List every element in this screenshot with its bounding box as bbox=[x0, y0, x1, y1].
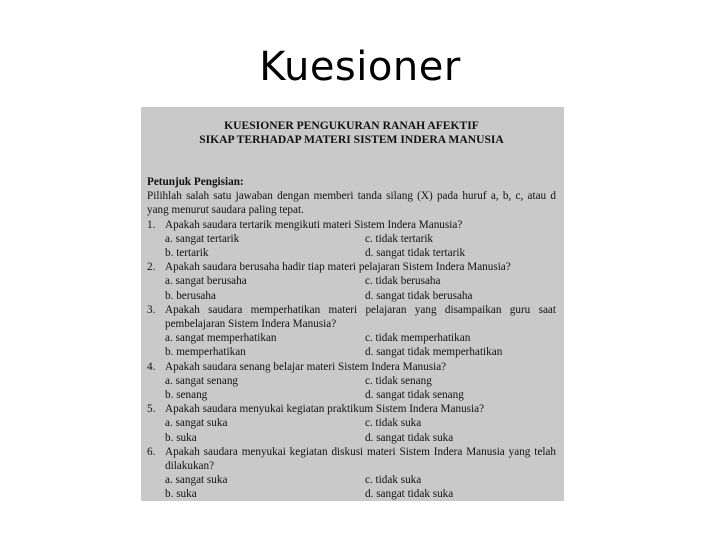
question-number: 6. bbox=[147, 445, 156, 458]
option-c: c. tidak memperhatikan bbox=[365, 332, 471, 345]
option-c: c. tidak suka bbox=[365, 474, 422, 487]
heading-line-2: SIKAP TERHADAP MATERI SISTEM INDERA MANUSIA bbox=[199, 133, 504, 146]
question-text: Apakah saudara menyukai kegiatan praktikum Sistem Indera Manusia? bbox=[165, 403, 485, 416]
option-d: d. sangat tidak memperhatikan bbox=[365, 346, 503, 359]
question-text: Apakah saudara menyukai kegiatan diskusi materi Sistem Indera Manusia yang telah dilakukan? bbox=[165, 445, 556, 473]
option-a: a. sangat tertarik bbox=[165, 232, 240, 245]
option-b: b. tertarik bbox=[165, 247, 209, 260]
question-number: 3. bbox=[147, 303, 156, 316]
question-text: Apakah saudara memperhatikan materi pelajaran yang disampaikan guru saat pembelajaran Sistem Indera Manusia? bbox=[165, 303, 556, 331]
question-number: 2. bbox=[147, 261, 156, 274]
question-item bbox=[147, 260, 556, 303]
option-b: b. memperhatikan bbox=[165, 346, 246, 359]
option-c: c. tidak senang bbox=[365, 374, 432, 387]
question-text: Apakah saudara berusaha hadir tiap materi pelajaran Sistem Indera Manusia? bbox=[165, 261, 511, 274]
question-item bbox=[147, 218, 556, 261]
option-a: a. sangat suka bbox=[165, 474, 228, 487]
question-number: 5. bbox=[147, 403, 156, 416]
option-a: a. sangat suka bbox=[165, 417, 228, 430]
question-number: 1. bbox=[147, 218, 156, 231]
option-d: d. sangat tidak tertarik bbox=[365, 247, 466, 260]
option-a: a. sangat berusaha bbox=[165, 275, 247, 288]
option-b: b. berusaha bbox=[165, 289, 216, 302]
question-number: 4. bbox=[147, 360, 156, 373]
questionnaire-scan bbox=[141, 107, 564, 501]
option-c: c. tidak berusaha bbox=[365, 275, 441, 288]
heading-line-1: KUESIONER PENGUKURAN RANAH AFEKTIF bbox=[224, 119, 479, 132]
question-text: Apakah saudara tertarik mengikuti materi Sistem Indera Manusia? bbox=[165, 218, 463, 231]
option-a: a. sangat senang bbox=[165, 374, 239, 387]
option-b: b. suka bbox=[165, 431, 197, 444]
option-d: d. sangat tidak senang bbox=[365, 389, 464, 402]
question-item bbox=[147, 303, 556, 360]
option-c: c. tidak tertarik bbox=[365, 232, 434, 245]
option-d: d. sangat tidak suka bbox=[365, 488, 454, 501]
option-b: b. senang bbox=[165, 389, 208, 402]
question-item bbox=[147, 360, 556, 403]
option-b: b. suka bbox=[165, 488, 197, 501]
question-text: Apakah saudara senang belajar materi Sistem Indera Manusia? bbox=[165, 360, 447, 373]
instructions-title: Petunjuk Pengisian: bbox=[147, 176, 244, 188]
question-item bbox=[147, 445, 556, 501]
option-a: a. sangat memperhatikan bbox=[165, 332, 277, 345]
option-d: d. sangat tidak suka bbox=[365, 431, 454, 444]
slide-title: Kuesioner bbox=[259, 44, 461, 90]
option-c: c. tidak suka bbox=[365, 417, 422, 430]
question-item bbox=[147, 402, 556, 445]
document-heading bbox=[147, 119, 556, 147]
question-list bbox=[147, 218, 556, 501]
option-d: d. sangat tidak berusaha bbox=[365, 289, 473, 302]
instructions-text: Pilihlah salah satu jawaban dengan memberi tanda silang (X) pada huruf a, b, c, atau d yang menurut saudara paling tepat. bbox=[147, 190, 556, 217]
